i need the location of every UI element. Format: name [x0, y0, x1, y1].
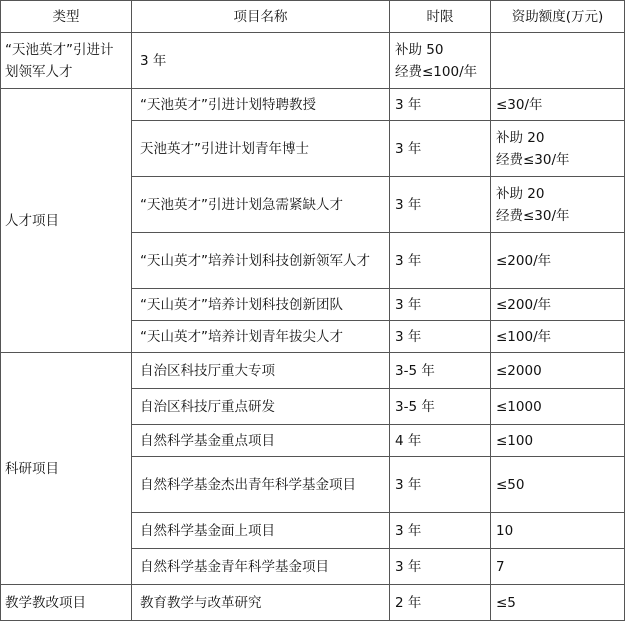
category-leader: “天池英才”引进计划领军人才: [1, 33, 132, 89]
amount-cell: [491, 121, 625, 177]
term-cell: 3 年: [390, 289, 491, 321]
project-name: “天池英才”引进计划特聘教授: [132, 89, 390, 121]
project-name: 自然科学基金面上项目: [132, 513, 390, 549]
header-project-name: 项目名称: [132, 1, 390, 33]
project-name: 天池英才”引进计划青年博士: [132, 121, 390, 177]
category-research: 科研项目: [1, 353, 132, 585]
category-teaching: 教学教改项目: [1, 585, 132, 621]
amount-cell: ≤200/年: [491, 289, 625, 321]
term-cell: 3 年: [390, 89, 491, 121]
project-name: 自然科学基金青年科学基金项目: [132, 549, 390, 585]
project-name: “天山英才”培养计划青年拔尖人才: [132, 321, 390, 353]
term-cell: 3 年: [390, 121, 491, 177]
term-cell: 3-5 年: [390, 353, 491, 389]
term-cell: 3 年: [390, 549, 491, 585]
amount-line: 补助 20: [496, 185, 545, 202]
project-name: 自然科学基金杰出青年科学基金项目: [132, 457, 390, 513]
amount-cell: ≤1000: [491, 389, 625, 425]
header-amount: 资助额度(万元): [491, 1, 625, 33]
amount-cell: ≤5: [491, 585, 625, 621]
project-name: 自治区科技厅重大专项: [132, 353, 390, 389]
amount-line: 经费≤30/年: [496, 151, 570, 168]
table-row: [1, 585, 625, 621]
term-cell: 3 年: [390, 233, 491, 289]
header-term: 时限: [390, 1, 491, 33]
header-type: 类型: [1, 1, 132, 33]
amount-cell: ≤30/年: [491, 89, 625, 121]
term-cell: 3-5 年: [390, 389, 491, 425]
amount-cell: ≤200/年: [491, 233, 625, 289]
term-cell: 3 年: [390, 321, 491, 353]
amount-cell: 7: [491, 549, 625, 585]
project-name: 自治区科技厅重点研发: [132, 389, 390, 425]
amount-cell: ≤2000: [491, 353, 625, 389]
table-row: [1, 89, 625, 121]
amount-line: 经费≤30/年: [496, 207, 570, 224]
amount-line: 补助 20: [496, 129, 545, 146]
amount-cell: ≤50: [491, 457, 625, 513]
term-cell: 3 年: [390, 177, 491, 233]
term-cell: 3 年: [390, 513, 491, 549]
term-cell: 3 年: [390, 457, 491, 513]
project-name: “天山英才”培养计划科技创新领军人才: [132, 233, 390, 289]
amount-cell: [390, 33, 491, 89]
amount-cell: ≤100/年: [491, 321, 625, 353]
header-row: [1, 1, 625, 33]
table-row: [1, 353, 625, 389]
table-row: [1, 33, 625, 89]
amount-empty-cell: [491, 33, 625, 89]
category-talent: 人才项目: [1, 89, 132, 353]
term-cell: 2 年: [390, 585, 491, 621]
term-cell: 4 年: [390, 425, 491, 457]
project-name: 教育教学与改革研究: [132, 585, 390, 621]
amount-line: 经费≤100/年: [395, 63, 478, 80]
amount-cell: [491, 177, 625, 233]
project-name: “天山英才”培养计划科技创新团队: [132, 289, 390, 321]
term-cell: 3 年: [132, 33, 390, 89]
amount-line: 补助 50: [395, 41, 444, 58]
project-name: “天池英才”引进计划急需紧缺人才: [132, 177, 390, 233]
amount-cell: ≤100: [491, 425, 625, 457]
amount-cell: 10: [491, 513, 625, 549]
project-name: 自然科学基金重点项目: [132, 425, 390, 457]
